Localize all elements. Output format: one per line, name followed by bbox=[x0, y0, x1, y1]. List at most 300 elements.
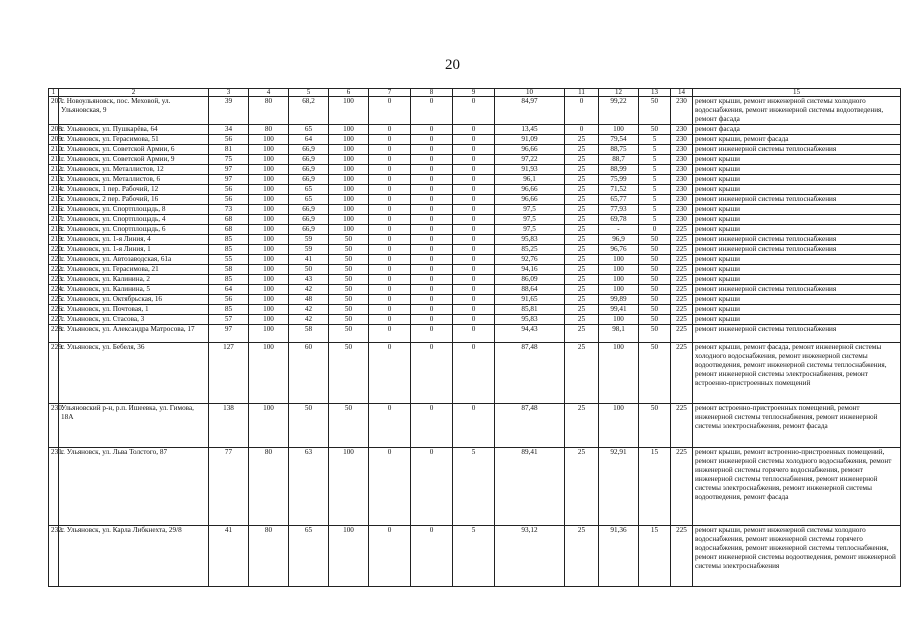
cell-value-7: 0 bbox=[369, 343, 411, 404]
cell-value-3: 64 bbox=[209, 285, 249, 295]
cell-value-3: 68 bbox=[209, 225, 249, 235]
cell-value-5: 64 bbox=[289, 135, 329, 145]
cell-value-14: 230 bbox=[671, 215, 693, 225]
cell-value-13: 50 bbox=[639, 325, 671, 343]
cell-value-7: 0 bbox=[369, 165, 411, 175]
table-row bbox=[49, 404, 901, 448]
table-row bbox=[49, 235, 901, 245]
cell-value-12: 65,77 bbox=[599, 195, 639, 205]
cell-row-number: 226. bbox=[49, 305, 59, 315]
cell-value-12: 77,93 bbox=[599, 205, 639, 215]
cell-row-number: 213. bbox=[49, 175, 59, 185]
cell-value-9: 0 bbox=[453, 295, 495, 305]
cell-value-5: 42 bbox=[289, 305, 329, 315]
cell-work-types: ремонт крыши bbox=[693, 175, 901, 185]
column-number-8: 8 bbox=[411, 89, 453, 97]
cell-value-12: 88,75 bbox=[599, 145, 639, 155]
cell-value-12: 96,9 bbox=[599, 235, 639, 245]
cell-address: г. Ульяновск, ул. Металлистов, 12 bbox=[59, 165, 209, 175]
cell-value-3: 68 bbox=[209, 215, 249, 225]
column-number-5: 5 bbox=[289, 89, 329, 97]
cell-value-14: 230 bbox=[671, 205, 693, 215]
cell-value-5: 65 bbox=[289, 185, 329, 195]
cell-row-number: 207. bbox=[49, 97, 59, 125]
cell-value-13: 50 bbox=[639, 343, 671, 404]
cell-value-9: 0 bbox=[453, 265, 495, 275]
table-row bbox=[49, 325, 901, 343]
cell-value-5: 50 bbox=[289, 265, 329, 275]
cell-value-8: 0 bbox=[411, 155, 453, 165]
cell-value-14: 230 bbox=[671, 135, 693, 145]
cell-value-5: 42 bbox=[289, 285, 329, 295]
cell-value-13: 15 bbox=[639, 448, 671, 526]
cell-value-14: 230 bbox=[671, 97, 693, 125]
cell-value-13: 5 bbox=[639, 135, 671, 145]
cell-value-5: 58 bbox=[289, 325, 329, 343]
cell-value-3: 57 bbox=[209, 315, 249, 325]
cell-value-12: 88,99 bbox=[599, 165, 639, 175]
table-row bbox=[49, 125, 901, 135]
cell-row-number: 210. bbox=[49, 145, 59, 155]
cell-value-13: 50 bbox=[639, 305, 671, 315]
table-row bbox=[49, 165, 901, 175]
cell-value-11: 0 bbox=[565, 97, 599, 125]
table-row bbox=[49, 155, 901, 165]
cell-value-6: 100 bbox=[329, 97, 369, 125]
cell-value-6: 50 bbox=[329, 325, 369, 343]
cell-value-6: 50 bbox=[329, 404, 369, 448]
cell-value-14: 225 bbox=[671, 315, 693, 325]
table-row bbox=[49, 135, 901, 145]
cell-work-types: ремонт крыши bbox=[693, 185, 901, 195]
cell-value-10: 87,48 bbox=[495, 343, 565, 404]
column-number-12: 12 bbox=[599, 89, 639, 97]
cell-value-9: 0 bbox=[453, 155, 495, 165]
cell-address: г. Новоульяновск, пос. Меховой, ул. Ульяновская, 9 bbox=[59, 97, 209, 125]
cell-value-3: 97 bbox=[209, 175, 249, 185]
table-row bbox=[49, 185, 901, 195]
cell-row-number: 212. bbox=[49, 165, 59, 175]
cell-value-4: 100 bbox=[249, 245, 289, 255]
cell-work-types: ремонт крыши bbox=[693, 265, 901, 275]
cell-value-14: 225 bbox=[671, 225, 693, 235]
cell-value-7: 0 bbox=[369, 315, 411, 325]
cell-value-10: 96,66 bbox=[495, 195, 565, 205]
cell-row-number: 217. bbox=[49, 215, 59, 225]
cell-work-types: ремонт крыши bbox=[693, 215, 901, 225]
cell-row-number: 228. bbox=[49, 325, 59, 343]
cell-row-number: 230. bbox=[49, 404, 59, 448]
cell-work-types: ремонт инженерной системы теплоснабжения bbox=[693, 245, 901, 255]
cell-value-4: 100 bbox=[249, 205, 289, 215]
cell-address: г. Ульяновск, ул. Советской Армии, 6 bbox=[59, 145, 209, 155]
cell-value-10: 89,41 bbox=[495, 448, 565, 526]
table-row bbox=[49, 315, 901, 325]
cell-value-7: 0 bbox=[369, 195, 411, 205]
table-row bbox=[49, 245, 901, 255]
cell-value-12: 100 bbox=[599, 265, 639, 275]
cell-value-9: 0 bbox=[453, 235, 495, 245]
cell-value-6: 50 bbox=[329, 245, 369, 255]
cell-value-3: 58 bbox=[209, 265, 249, 275]
cell-value-8: 0 bbox=[411, 145, 453, 155]
cell-value-11: 25 bbox=[565, 205, 599, 215]
cell-value-5: 66,9 bbox=[289, 155, 329, 165]
cell-row-number: 223. bbox=[49, 275, 59, 285]
cell-value-8: 0 bbox=[411, 305, 453, 315]
cell-value-14: 225 bbox=[671, 295, 693, 305]
cell-work-types: ремонт крыши, ремонт встроенно-пристроенных помещений, ремонт инженерной системы холодного водоснабжения, ремонт инженерной системы горячего водоснабжения, ремонт инженерной системы теплоснабжения, ремонт инженерной системы электроснабжения, ремонт инженерной системы водоотведения, ремонт фасада bbox=[693, 448, 901, 526]
cell-value-8: 0 bbox=[411, 265, 453, 275]
cell-row-number: 222. bbox=[49, 265, 59, 275]
column-number-15: 15 bbox=[693, 89, 901, 97]
cell-value-5: 60 bbox=[289, 343, 329, 404]
table-row bbox=[49, 285, 901, 295]
column-number-4: 4 bbox=[249, 89, 289, 97]
cell-row-number: 232. bbox=[49, 526, 59, 587]
cell-value-3: 34 bbox=[209, 125, 249, 135]
cell-value-7: 0 bbox=[369, 205, 411, 215]
cell-value-9: 5 bbox=[453, 448, 495, 526]
cell-value-5: 50 bbox=[289, 404, 329, 448]
cell-value-10: 97,5 bbox=[495, 215, 565, 225]
cell-value-7: 0 bbox=[369, 448, 411, 526]
cell-value-11: 25 bbox=[565, 448, 599, 526]
cell-row-number: 209. bbox=[49, 135, 59, 145]
cell-row-number: 216. bbox=[49, 205, 59, 215]
cell-value-10: 91,93 bbox=[495, 165, 565, 175]
table-body bbox=[49, 89, 901, 587]
cell-value-6: 50 bbox=[329, 285, 369, 295]
cell-row-number: 219. bbox=[49, 235, 59, 245]
cell-value-6: 100 bbox=[329, 215, 369, 225]
cell-value-7: 0 bbox=[369, 215, 411, 225]
cell-address: г. Ульяновск, ул. Стасова, 3 bbox=[59, 315, 209, 325]
cell-value-6: 50 bbox=[329, 305, 369, 315]
cell-address: г. Ульяновск, ул. Спортплощадь, 8 bbox=[59, 205, 209, 215]
cell-value-4: 80 bbox=[249, 97, 289, 125]
cell-value-8: 0 bbox=[411, 526, 453, 587]
cell-row-number: 224. bbox=[49, 285, 59, 295]
cell-value-12: 88,7 bbox=[599, 155, 639, 165]
cell-value-12: 71,52 bbox=[599, 185, 639, 195]
cell-value-3: 55 bbox=[209, 255, 249, 265]
cell-value-5: 43 bbox=[289, 275, 329, 285]
cell-value-3: 75 bbox=[209, 155, 249, 165]
cell-value-12: 96,76 bbox=[599, 245, 639, 255]
table-row bbox=[49, 225, 901, 235]
cell-value-10: 13,45 bbox=[495, 125, 565, 135]
cell-value-6: 100 bbox=[329, 185, 369, 195]
cell-row-number: 215. bbox=[49, 195, 59, 205]
cell-value-11: 25 bbox=[565, 185, 599, 195]
cell-value-3: 138 bbox=[209, 404, 249, 448]
cell-value-11: 25 bbox=[565, 343, 599, 404]
cell-value-6: 50 bbox=[329, 255, 369, 265]
cell-work-types: ремонт инженерной системы теплоснабжения bbox=[693, 285, 901, 295]
cell-address: г. Ульяновск, ул. 1-я Линия, 1 bbox=[59, 245, 209, 255]
cell-value-10: 97,22 bbox=[495, 155, 565, 165]
cell-value-6: 50 bbox=[329, 265, 369, 275]
cell-value-13: 50 bbox=[639, 275, 671, 285]
cell-value-9: 0 bbox=[453, 175, 495, 185]
column-number-14: 14 bbox=[671, 89, 693, 97]
cell-value-5: 66,9 bbox=[289, 175, 329, 185]
register-table-container bbox=[48, 88, 900, 587]
cell-value-13: 50 bbox=[639, 245, 671, 255]
cell-value-6: 50 bbox=[329, 295, 369, 305]
cell-value-10: 96,66 bbox=[495, 145, 565, 155]
cell-value-3: 85 bbox=[209, 305, 249, 315]
cell-value-3: 127 bbox=[209, 343, 249, 404]
cell-value-9: 0 bbox=[453, 225, 495, 235]
cell-value-5: 42 bbox=[289, 315, 329, 325]
cell-value-5: 59 bbox=[289, 245, 329, 255]
cell-address: г. Ульяновск, ул. Октябрьская, 16 bbox=[59, 295, 209, 305]
cell-value-8: 0 bbox=[411, 125, 453, 135]
cell-value-12: 75,99 bbox=[599, 175, 639, 185]
column-number-2: 2 bbox=[59, 89, 209, 97]
cell-value-7: 0 bbox=[369, 325, 411, 343]
cell-work-types: ремонт крыши bbox=[693, 255, 901, 265]
table-row bbox=[49, 305, 901, 315]
cell-value-6: 100 bbox=[329, 195, 369, 205]
cell-value-6: 100 bbox=[329, 205, 369, 215]
page-number: 20 bbox=[445, 57, 460, 73]
cell-value-3: 39 bbox=[209, 97, 249, 125]
cell-value-9: 0 bbox=[453, 125, 495, 135]
cell-address: г. Ульяновск, ул. Металлистов, 6 bbox=[59, 175, 209, 185]
cell-address: Ульяновский р-н, р.п. Ишеевка, ул. Гимова, 18А bbox=[59, 404, 209, 448]
cell-work-types: ремонт крыши bbox=[693, 205, 901, 215]
cell-value-14: 225 bbox=[671, 526, 693, 587]
cell-value-13: 5 bbox=[639, 145, 671, 155]
cell-value-7: 0 bbox=[369, 526, 411, 587]
cell-value-14: 225 bbox=[671, 305, 693, 315]
cell-value-5: 66,9 bbox=[289, 205, 329, 215]
cell-value-7: 0 bbox=[369, 245, 411, 255]
cell-value-8: 0 bbox=[411, 343, 453, 404]
cell-work-types: ремонт встроенно-пристроенных помещений, ремонт инженерной системы теплоснабжения, ремонт инженерной системы электроснабжения, ремонт фасада bbox=[693, 404, 901, 448]
cell-value-12: 100 bbox=[599, 343, 639, 404]
cell-value-9: 5 bbox=[453, 526, 495, 587]
cell-work-types: ремонт инженерной системы теплоснабжения bbox=[693, 235, 901, 245]
cell-value-6: 100 bbox=[329, 225, 369, 235]
table-row bbox=[49, 175, 901, 185]
cell-value-8: 0 bbox=[411, 97, 453, 125]
cell-value-9: 0 bbox=[453, 285, 495, 295]
cell-value-4: 100 bbox=[249, 145, 289, 155]
cell-value-6: 50 bbox=[329, 235, 369, 245]
cell-value-11: 25 bbox=[565, 245, 599, 255]
cell-work-types: ремонт крыши, ремонт фасада bbox=[693, 135, 901, 145]
cell-value-14: 230 bbox=[671, 145, 693, 155]
cell-value-11: 25 bbox=[565, 295, 599, 305]
cell-value-12: 100 bbox=[599, 315, 639, 325]
cell-value-8: 0 bbox=[411, 175, 453, 185]
cell-address: г. Ульяновск, ул. Почтовая, 1 bbox=[59, 305, 209, 315]
cell-value-10: 85,25 bbox=[495, 245, 565, 255]
cell-value-3: 73 bbox=[209, 205, 249, 215]
cell-value-10: 94,43 bbox=[495, 325, 565, 343]
cell-value-8: 0 bbox=[411, 185, 453, 195]
cell-address: г. Ульяновск, ул. 1-я Линия, 4 bbox=[59, 235, 209, 245]
cell-value-13: 5 bbox=[639, 185, 671, 195]
column-number-6: 6 bbox=[329, 89, 369, 97]
cell-work-types: ремонт крыши, ремонт инженерной системы холодного водоснабжения, ремонт инженерной системы водоотведения, ремонт фасада bbox=[693, 97, 901, 125]
cell-value-11: 25 bbox=[565, 325, 599, 343]
cell-value-12: 92,91 bbox=[599, 448, 639, 526]
cell-value-7: 0 bbox=[369, 175, 411, 185]
cell-address: г. Ульяновск, ул. Калинина, 2 bbox=[59, 275, 209, 285]
cell-value-14: 225 bbox=[671, 325, 693, 343]
cell-value-11: 25 bbox=[565, 305, 599, 315]
cell-row-number: 214. bbox=[49, 185, 59, 195]
cell-value-13: 50 bbox=[639, 404, 671, 448]
cell-value-9: 0 bbox=[453, 195, 495, 205]
cell-value-11: 0 bbox=[565, 125, 599, 135]
cell-value-10: 91,09 bbox=[495, 135, 565, 145]
cell-value-14: 225 bbox=[671, 275, 693, 285]
cell-value-4: 100 bbox=[249, 295, 289, 305]
cell-value-6: 100 bbox=[329, 155, 369, 165]
column-number-7: 7 bbox=[369, 89, 411, 97]
cell-value-4: 100 bbox=[249, 215, 289, 225]
cell-address: г. Ульяновск, ул. Герасимова, 51 bbox=[59, 135, 209, 145]
cell-value-4: 80 bbox=[249, 125, 289, 135]
cell-value-7: 0 bbox=[369, 265, 411, 275]
cell-value-11: 25 bbox=[565, 145, 599, 155]
cell-value-10: 87,48 bbox=[495, 404, 565, 448]
cell-value-9: 0 bbox=[453, 97, 495, 125]
cell-value-4: 100 bbox=[249, 175, 289, 185]
cell-value-10: 84,97 bbox=[495, 97, 565, 125]
table-row bbox=[49, 526, 901, 587]
table-row bbox=[49, 215, 901, 225]
cell-value-6: 50 bbox=[329, 315, 369, 325]
column-number-3: 3 bbox=[209, 89, 249, 97]
cell-address: г. Ульяновск, ул. Герасимова, 21 bbox=[59, 265, 209, 275]
cell-value-12: 99,41 bbox=[599, 305, 639, 315]
cell-value-9: 0 bbox=[453, 404, 495, 448]
cell-value-4: 100 bbox=[249, 275, 289, 285]
cell-value-7: 0 bbox=[369, 125, 411, 135]
cell-value-12: 100 bbox=[599, 285, 639, 295]
cell-row-number: 220. bbox=[49, 245, 59, 255]
cell-work-types: ремонт крыши bbox=[693, 155, 901, 165]
cell-value-9: 0 bbox=[453, 315, 495, 325]
cell-value-4: 100 bbox=[249, 325, 289, 343]
cell-value-14: 230 bbox=[671, 155, 693, 165]
cell-work-types: ремонт инженерной системы теплоснабжения bbox=[693, 145, 901, 155]
cell-value-8: 0 bbox=[411, 295, 453, 305]
cell-address: г. Ульяновск, ул. Спортплощадь, 4 bbox=[59, 215, 209, 225]
cell-value-7: 0 bbox=[369, 285, 411, 295]
cell-value-10: 95,83 bbox=[495, 235, 565, 245]
cell-value-8: 0 bbox=[411, 255, 453, 265]
cell-value-13: 5 bbox=[639, 175, 671, 185]
cell-value-14: 225 bbox=[671, 235, 693, 245]
cell-value-7: 0 bbox=[369, 255, 411, 265]
cell-value-7: 0 bbox=[369, 145, 411, 155]
cell-value-13: 50 bbox=[639, 255, 671, 265]
cell-value-12: 99,22 bbox=[599, 97, 639, 125]
cell-work-types: ремонт крыши bbox=[693, 275, 901, 285]
cell-value-4: 80 bbox=[249, 448, 289, 526]
header-row bbox=[49, 89, 901, 97]
cell-row-number: 208. bbox=[49, 125, 59, 135]
cell-value-11: 25 bbox=[565, 165, 599, 175]
column-number-9: 9 bbox=[453, 89, 495, 97]
cell-value-8: 0 bbox=[411, 205, 453, 215]
cell-value-4: 100 bbox=[249, 265, 289, 275]
cell-work-types: ремонт крыши, ремонт фасада, ремонт инженерной системы холодного водоснабжения, ремонт инженерной системы водоотведения, ремонт инженерной системы теплоснабжения, ремонт инженерной системы электроснабжения, ремонт встроенно-пристроенных помещений bbox=[693, 343, 901, 404]
cell-value-7: 0 bbox=[369, 235, 411, 245]
cell-value-11: 25 bbox=[565, 255, 599, 265]
cell-value-5: 65 bbox=[289, 526, 329, 587]
cell-work-types: ремонт инженерной системы теплоснабжения bbox=[693, 325, 901, 343]
register-table bbox=[48, 88, 901, 587]
cell-value-9: 0 bbox=[453, 185, 495, 195]
cell-row-number: 211. bbox=[49, 155, 59, 165]
cell-row-number: 231. bbox=[49, 448, 59, 526]
cell-value-3: 81 bbox=[209, 145, 249, 155]
cell-value-12: 100 bbox=[599, 255, 639, 265]
cell-address: г. Ульяновск, ул. Александра Матросова, 17 bbox=[59, 325, 209, 343]
cell-value-13: 5 bbox=[639, 165, 671, 175]
cell-value-3: 41 bbox=[209, 526, 249, 587]
cell-address: г. Ульяновск, ул. Карла Либкнехта, 29/8 bbox=[59, 526, 209, 587]
cell-address: г. Ульяновск, ул. Льва Толстого, 87 bbox=[59, 448, 209, 526]
cell-value-11: 25 bbox=[565, 285, 599, 295]
cell-row-number: 221. bbox=[49, 255, 59, 265]
cell-value-7: 0 bbox=[369, 295, 411, 305]
cell-value-12: 91,36 bbox=[599, 526, 639, 587]
cell-value-6: 100 bbox=[329, 135, 369, 145]
cell-value-10: 93,12 bbox=[495, 526, 565, 587]
cell-value-13: 50 bbox=[639, 315, 671, 325]
cell-value-4: 100 bbox=[249, 285, 289, 295]
cell-value-12: 100 bbox=[599, 404, 639, 448]
cell-value-9: 0 bbox=[453, 145, 495, 155]
table-row bbox=[49, 195, 901, 205]
cell-address: г. Ульяновск, 1 пер. Рабочий, 12 bbox=[59, 185, 209, 195]
cell-address: г. Ульяновск, ул. Пушкарёва, 64 bbox=[59, 125, 209, 135]
cell-value-14: 225 bbox=[671, 245, 693, 255]
cell-value-13: 50 bbox=[639, 295, 671, 305]
cell-value-14: 230 bbox=[671, 125, 693, 135]
cell-value-4: 100 bbox=[249, 155, 289, 165]
cell-work-types: ремонт крыши bbox=[693, 315, 901, 325]
cell-value-8: 0 bbox=[411, 195, 453, 205]
cell-address: г. Ульяновск, ул. Советской Армии, 9 bbox=[59, 155, 209, 165]
cell-value-3: 85 bbox=[209, 235, 249, 245]
cell-value-14: 225 bbox=[671, 343, 693, 404]
cell-value-3: 85 bbox=[209, 275, 249, 285]
cell-value-4: 100 bbox=[249, 255, 289, 265]
cell-work-types: ремонт крыши bbox=[693, 165, 901, 175]
cell-value-13: 5 bbox=[639, 205, 671, 215]
cell-value-6: 100 bbox=[329, 175, 369, 185]
cell-row-number: 229. bbox=[49, 343, 59, 404]
cell-value-11: 25 bbox=[565, 404, 599, 448]
cell-value-3: 77 bbox=[209, 448, 249, 526]
cell-value-11: 25 bbox=[565, 155, 599, 165]
cell-value-12: 100 bbox=[599, 125, 639, 135]
cell-value-5: 65 bbox=[289, 125, 329, 135]
cell-value-10: 95,83 bbox=[495, 315, 565, 325]
table-row bbox=[49, 255, 901, 265]
